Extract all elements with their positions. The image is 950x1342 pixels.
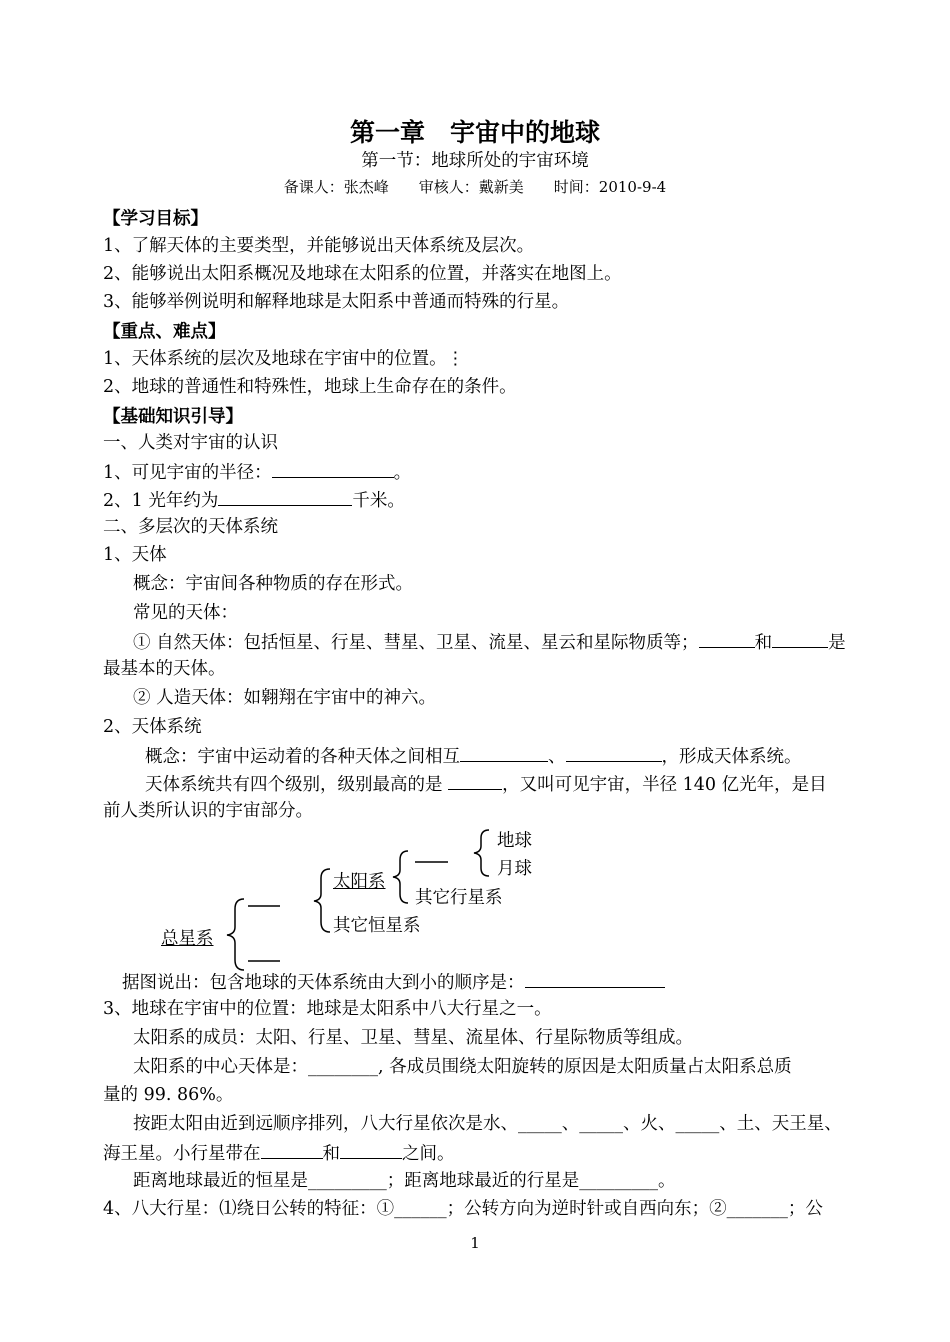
order-question-text: 据图说出：包含地球的天体系统由大到小的顺序是： — [122, 973, 525, 993]
answer-blank[interactable]: _________ — [579, 1171, 658, 1191]
question-1-end: 。 — [393, 463, 412, 483]
levels-line-end: 前人类所认识的宇宙部分。 — [103, 801, 313, 821]
goal-item: 1、了解天体的主要类型，并能够说出天体系统及层次。 — [103, 236, 535, 256]
solar-center-text: 太阳系的中心天体是： — [133, 1057, 308, 1077]
common-bodies-label: 常见的天体： — [133, 603, 238, 623]
eight-planets-continued: ；公转方向为逆时针或自西向东；② — [446, 1199, 727, 1219]
natural-bodies-end: 是 — [828, 633, 846, 653]
natural-bodies-continued: 最基本的天体。 — [103, 659, 226, 679]
solar-center-line — [133, 1055, 792, 1079]
separator: 、 — [561, 1114, 580, 1134]
author-info: 备课人：张杰峰 审核人：戴新美 时间：2010-9-4 — [283, 178, 667, 196]
brace-solar-system — [393, 851, 408, 903]
page-title: 第一章 宇宙中的地球 — [349, 118, 600, 147]
brace-total-galaxy — [227, 899, 244, 970]
goal-item: 3、能够举例说明和解释地球是太阳系中普通而特殊的行星。 — [103, 292, 570, 312]
asteroid-belt-end: 之间。 — [402, 1144, 455, 1164]
answer-blank[interactable]: _____ — [675, 1114, 720, 1134]
nearest-star-text: 距离地球最近的恒星是 — [133, 1171, 308, 1191]
goal-item: 2、能够说出太阳系概况及地球在太阳系的位置，并落实在地图上。 — [103, 264, 622, 284]
question-1-text: 1、可见宇宙的半径： — [103, 463, 272, 483]
planet-order-line — [133, 1112, 842, 1136]
solar-center-end: 量的 99. 86%。 — [103, 1085, 234, 1105]
question-2-end: 千米。 — [352, 491, 405, 511]
key-point-item: 2、地球的普通性和特殊性，地球上生命存在的条件。 — [103, 377, 517, 397]
answer-blank[interactable]: _____ — [518, 1114, 562, 1134]
eight-planets-end: ；公 — [787, 1199, 823, 1219]
diagram-total-galaxy: 总星系 — [161, 929, 214, 949]
natural-bodies-text: ① 自然天体：包括恒星、行星、彗星、卫星、流星、星云和星际物质等； — [133, 633, 699, 653]
separator: 、 — [548, 747, 566, 767]
section-subtitle: 第一节：地球所处的宇宙环境 — [361, 151, 589, 171]
answer-blank[interactable]: _________ — [308, 1171, 387, 1191]
page-number: 1 — [470, 1234, 480, 1252]
diagram-solar-system: 太阳系 — [333, 872, 386, 892]
brace-earth-moon — [474, 830, 489, 876]
key-points-heading: 【重点、难点】 — [103, 322, 226, 342]
artificial-bodies: ② 人造天体：如翱翔在宇宙中的神六。 — [133, 688, 437, 708]
levels-text-continued: ，又叫可见宇宙，半径 140 亿光年，是目 — [502, 775, 827, 795]
solar-center-continued: , 各成员围绕太阳旋转的原因是太阳质量占太阳系总质 — [378, 1057, 792, 1077]
question-2-text: 2、1 光年约为 — [103, 491, 219, 511]
diagram-earth: 地球 — [497, 831, 532, 851]
answer-blank[interactable] — [340, 1140, 402, 1159]
order-question — [122, 969, 665, 995]
brace-galaxy-level — [314, 869, 330, 932]
key-point-item: 1、天体系统的层次及地球在宇宙中的位置。⋮ — [103, 349, 465, 369]
levels-text: 天体系统共有四个级别，级别最高的是 — [145, 775, 443, 795]
planet-order-text: 按距太阳由近到远顺序排列，八大行星依次是水、 — [133, 1114, 518, 1134]
diagram-other-stellar-systems: 其它恒星系 — [333, 916, 421, 936]
solar-members: 太阳系的成员：太阳、行星、卫星、彗星、流星体、行星际物质等组成。 — [133, 1028, 693, 1048]
and-text: 和 — [322, 1144, 340, 1164]
answer-blank[interactable]: ________ — [308, 1057, 378, 1077]
answer-blank[interactable] — [261, 1140, 323, 1159]
goals-heading: 【学习目标】 — [103, 209, 208, 229]
topic-celestial-body: 1、天体 — [103, 545, 167, 565]
eight-planets-line — [103, 1197, 823, 1221]
section-1-title: 一、人类对宇宙的认识 — [103, 433, 278, 453]
answer-blank[interactable] — [525, 969, 665, 988]
eight-planets-text: 4、八大行星：⑴绕日公转的特征：① — [103, 1199, 395, 1219]
answer-blank[interactable]: ______ — [394, 1199, 447, 1219]
basics-heading: 【基础知识引导】 — [103, 407, 243, 427]
nearest-line — [133, 1169, 676, 1193]
separator: 、火、 — [623, 1114, 676, 1134]
concept-celestial-body: 概念：宇宙间各种物质的存在形式。 — [133, 574, 413, 594]
concept-system-text: 概念：宇宙中运动着的各种天体之间相互 — [145, 747, 460, 767]
diagram-other-planetary-systems: 其它行星系 — [415, 888, 503, 908]
nearest-end: 。 — [658, 1171, 676, 1191]
section-2-title: 二、多层次的天体系统 — [103, 517, 278, 537]
diagram-moon: 月球 — [497, 859, 532, 879]
asteroid-belt-line — [103, 1140, 455, 1166]
and-text: 和 — [754, 633, 773, 653]
concept-system-end: ，形成天体系统。 — [661, 747, 802, 767]
planet-order-continued: 、土、天王星、 — [719, 1114, 842, 1134]
asteroid-belt-text: 海王星。小行星带在 — [103, 1144, 261, 1164]
earth-position: 3、地球在宇宙中的位置：地球是太阳系中八大行星之一。 — [103, 999, 552, 1019]
nearest-planet-text: ；距离地球最近的行星是 — [386, 1171, 580, 1191]
answer-blank[interactable]: _______ — [726, 1199, 788, 1219]
topic-celestial-system: 2、天体系统 — [103, 717, 202, 737]
answer-blank[interactable]: _____ — [579, 1114, 623, 1134]
